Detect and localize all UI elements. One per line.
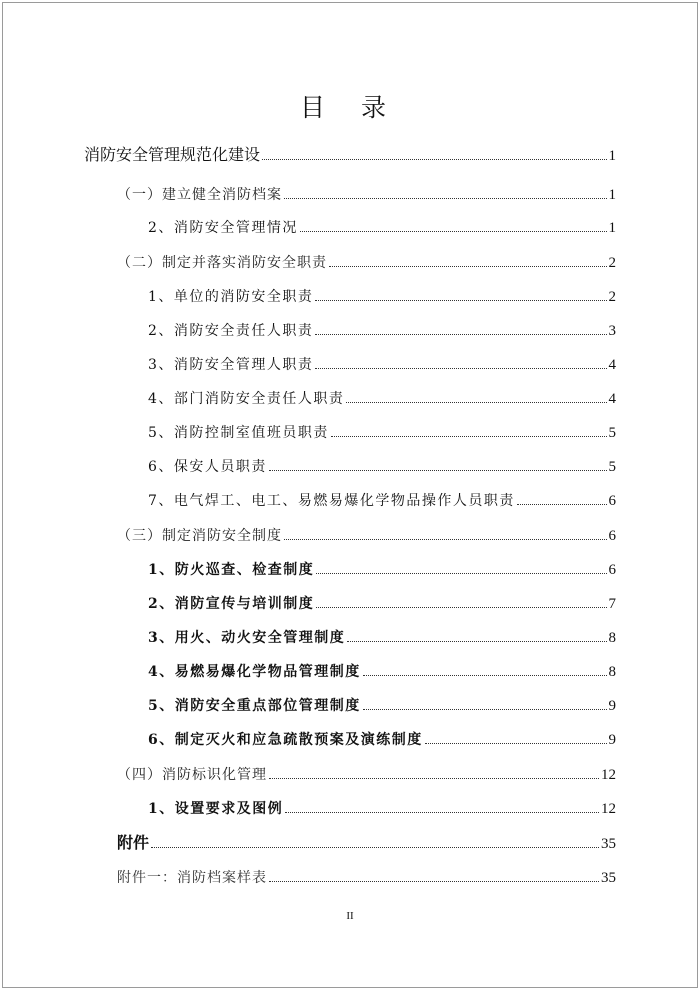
footer-page-number: II <box>346 910 354 922</box>
toc-page-number: 9 <box>608 732 616 748</box>
toc-entry[interactable] <box>148 213 616 237</box>
toc-entry-text: （三）制定消防安全制度 <box>117 528 282 544</box>
toc-page-number: 4 <box>608 357 616 373</box>
toc-dot-leader <box>363 709 607 710</box>
toc-page-number: 12 <box>601 801 616 817</box>
toc-dot-leader <box>269 881 599 882</box>
toc-dot-leader <box>269 778 599 779</box>
toc-entry[interactable] <box>148 657 616 681</box>
toc-entry-text: 5、消防安全重点部位管理制度 <box>148 698 361 714</box>
toc-entry-text: 3、用火、动火安全管理制度 <box>148 630 346 646</box>
toc-entry[interactable] <box>117 180 616 204</box>
toc-page-number: 3 <box>608 323 616 339</box>
toc-dot-leader <box>331 436 607 437</box>
toc-entry-text: 4、部门消防安全责任人职责 <box>148 391 345 407</box>
toc-dot-leader <box>329 266 607 267</box>
toc-page-number: 4 <box>608 391 616 407</box>
toc-entry[interactable] <box>148 623 616 647</box>
toc-dot-leader <box>517 504 607 505</box>
toc-dot-leader <box>284 198 607 199</box>
toc-page-number: 8 <box>608 630 616 646</box>
toc-dot-leader <box>315 368 606 369</box>
toc-entry[interactable] <box>148 589 616 613</box>
toc-entry-text: 2、消防宣传与培训制度 <box>148 596 315 612</box>
toc-page-number: 8 <box>608 664 616 680</box>
toc-entry-text: （四）消防标识化管理 <box>117 767 267 783</box>
toc-dot-leader <box>425 743 607 744</box>
toc-page-number: 2 <box>608 255 616 271</box>
toc-entry[interactable] <box>148 794 616 818</box>
toc-dot-leader <box>316 607 606 608</box>
toc-entry-text: 5、消防控制室值班员职责 <box>148 425 329 441</box>
toc-entry[interactable] <box>148 555 616 579</box>
toc-entry-text: 2、消防安全责任人职责 <box>148 323 314 339</box>
toc-entry-text: 3、消防安全管理人职责 <box>148 357 314 373</box>
toc-page-number: 5 <box>608 425 616 441</box>
toc-entry[interactable] <box>117 521 616 545</box>
toc-entry[interactable] <box>148 418 616 442</box>
toc-entry[interactable] <box>148 486 616 510</box>
toc-dot-leader <box>347 641 606 642</box>
toc-entry[interactable] <box>117 248 616 272</box>
toc-entry[interactable] <box>117 829 616 853</box>
toc-page-number: 6 <box>608 493 616 509</box>
toc-entry-text: 4、易燃易爆化学物品管理制度 <box>148 664 361 680</box>
toc-page-number: 2 <box>608 289 616 305</box>
toc-dot-leader <box>363 675 607 676</box>
toc-page-number: 9 <box>608 698 616 714</box>
toc-entry[interactable] <box>148 316 616 340</box>
toc-entry[interactable] <box>148 725 616 749</box>
toc-entry[interactable] <box>84 141 616 165</box>
toc-page-number: 5 <box>608 459 616 475</box>
toc-entry-text: （二）制定并落实消防安全职责 <box>117 255 327 271</box>
toc-entry-text: 6、制定灭火和应急疏散预案及演练制度 <box>148 732 423 748</box>
toc-page-number: 6 <box>608 562 616 578</box>
toc-entry-text: 消防安全管理规范化建设 <box>84 145 261 164</box>
toc-entry[interactable] <box>148 282 616 306</box>
toc-entry-text: （一）建立健全消防档案 <box>117 187 282 203</box>
toc-page-number: 1 <box>608 187 616 203</box>
toc-page-number: 1 <box>608 148 616 164</box>
toc-page-number: 7 <box>608 596 616 612</box>
toc-entry[interactable] <box>148 350 616 374</box>
toc-dot-leader <box>151 847 599 848</box>
toc-dot-leader <box>315 334 606 335</box>
toc-entry[interactable] <box>148 452 616 476</box>
toc-dot-leader <box>316 573 606 574</box>
toc-page-number: 35 <box>601 836 616 852</box>
toc-dot-leader <box>285 812 599 813</box>
toc-page-number: 35 <box>601 870 616 886</box>
toc-entry-text: 7、电气焊工、电工、易燃易爆化学物品操作人员职责 <box>148 493 515 509</box>
toc-page-number: 12 <box>601 767 616 783</box>
toc-entry-text: 2、消防安全管理情况 <box>148 220 298 236</box>
toc-entry[interactable] <box>148 691 616 715</box>
toc-dot-leader <box>262 159 606 160</box>
toc-entry[interactable] <box>117 760 616 784</box>
toc-entry-text: 1、设置要求及图例 <box>148 801 284 817</box>
toc-entry-text: 6、保安人员职责 <box>148 459 267 475</box>
toc-dot-leader <box>300 231 607 232</box>
toc-entry-text: 1、单位的消防安全职责 <box>148 289 314 305</box>
toc-dot-leader <box>315 300 606 301</box>
toc-entry[interactable] <box>117 863 616 887</box>
toc-entry-text: 附件一：消防档案样表 <box>117 870 267 886</box>
toc-dot-leader <box>269 470 607 471</box>
toc-page-number: 1 <box>608 220 616 236</box>
toc-title: 目 录 <box>300 93 400 122</box>
toc-entry-text: 附件 <box>117 833 150 852</box>
toc-dot-leader <box>346 402 606 403</box>
toc-page-number: 6 <box>608 528 616 544</box>
toc-entry-text: 1、防火巡查、检查制度 <box>148 562 315 578</box>
toc-dot-leader <box>284 539 607 540</box>
toc-entry[interactable] <box>148 384 616 408</box>
